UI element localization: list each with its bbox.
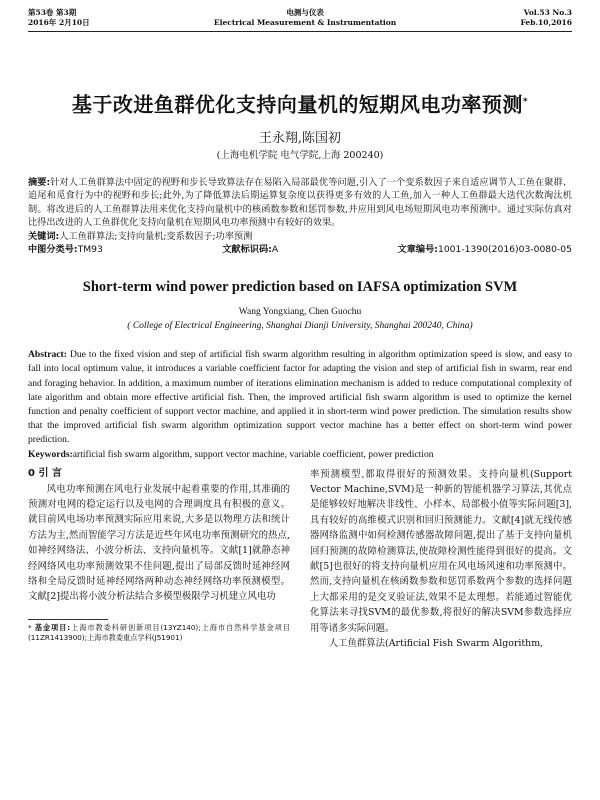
classification-row (28, 243, 572, 256)
abstract-en-text: Due to the fixed vision and step of artificial fish swarm algorithm resulting in algorithm optimization speed is slow, and easy to fall into local optimum value, it introduces a variable coefficient factor for adapting the vision and step of artificial fish in swarm, rear end and foraging behavior. In addition, a maximum number of iterations elimination mechanism is added to reduce computational complexity of late algorithm and obtain more effective artificial fish. Then, the improved artificial fish swarm algorithm is used to optimize the kernel function and penalty coefficient of support vector machine, and applied it in short-term wind power prediction. The simulation results show that the improved artificial fish swarm algorithm optimization support vector machine has a better effect on short-term wind power prediction. (28, 349, 573, 446)
header-date-cn: 2016年 2月10日 (28, 18, 90, 27)
column-right (310, 467, 572, 652)
abstract-cn (28, 176, 572, 230)
title-cn-text: 基于改进鱼群优化支持向量机的短期风电功率预测 (71, 92, 523, 117)
title-cn (28, 90, 572, 117)
running-header (28, 0, 572, 28)
abstract-en (28, 348, 572, 447)
clc-label: 中图分类号: (28, 244, 78, 256)
abstract-cn-text: 针对人工鱼群算法中固定的视野和步长导致算法存在易陷入局部最优等问题,引入了一个变系数因子来自适应调节人工鱼在聚群、追尾和觅食行为中的视野和步长;此外,为了降低算法后期运算复杂度以获得更多有效的人工鱼,加入一种人工鱼群最大迭代次数淘汰机制。将改进后的人工鱼群算法用来优化支持向量机中的核函数参数和惩罚参数,并应用到风电场短期风电功率预测中。通过实际仿真对比得出改进的人工鱼群优化支持向量机在短期风电功率预测中有较好的效果。 (28, 176, 572, 229)
authors-en: Wang Yongxiang, Chen Guochu (238, 307, 362, 318)
authors-cn: 王永翔,陈国初 (258, 130, 342, 146)
abstract-cn-label: 摘要: (28, 176, 51, 188)
article-value: 1001-1390(2016)03-0080-05 (437, 244, 572, 256)
article-number (398, 243, 572, 256)
affiliation-en: ( College of Electrical Engineering, Shanghai Dianji University, Shanghai 200240, China) (127, 321, 473, 332)
intro-paragraph-1-cont: 率预测模型,都取得很好的预测效果。支持向量机(Support Vector Machine,SVM)是一种新的智能机器学习算法,其优点是能够较好地解决非线性、小样本、局部极小值等实际问题[3],具有较好的高维模式识别和回归预测能力。文献[4]就无线传感器网络监测中如何检测传感器故障问题,提出了基于支持向量机回归预测的故障检测算法,使故障检测性能得到很好的提高。文献[5]也很好的将支持向量机应用在风电场风速和功率预测中。然而,支持向量机在核函数参数和惩罚系数两个参数的选择问题上大都采用的是交叉验证法,效果不是太理想。若能通过智能优化算法来寻找SVM的最优参数,将很好的解决SVM参数选择应用等诸多实际问题。 (310, 468, 572, 634)
doc-code (222, 243, 278, 256)
intro-paragraph-2: 人工鱼群算法(Artificial Fish Swarm Algorithm, (328, 638, 544, 650)
keywords-en-text: artificial fish swarm algorithm, support vector machine, variable coefficient, power prediction (72, 448, 434, 460)
header-date-en: Feb.10,2016 (520, 18, 572, 27)
keywords-cn-label: 关键词: (28, 230, 60, 242)
keywords-cn (28, 230, 572, 244)
doc-label: 文献标识码: (222, 244, 272, 256)
header-rule (28, 31, 572, 32)
footnote-mark: * (28, 622, 32, 632)
footnote-text: 上海市教委科研创新项目(13YZ140);上海市自然科学基金项目(11ZR1413900);上海市教委重点学科(J51901) (28, 622, 290, 642)
doc-value: A (271, 244, 279, 256)
abstract-en-label: Abstract: (28, 349, 67, 361)
section-heading-introduction: 0 引 言 (28, 467, 62, 479)
title-footnote-mark: * (522, 97, 529, 107)
journal-name-cn: 电测与仪表 (286, 8, 324, 17)
title-en: Short-term wind power prediction based on IAFSA optimization SVM (82, 279, 518, 296)
clc-number (28, 243, 103, 256)
header-volume: 第53卷 第3期 (28, 8, 77, 17)
header-left (28, 8, 90, 28)
footnote-rule (28, 619, 108, 620)
keywords-cn-text: 人工鱼群算法;支持向量机;变系数因子;功率预测 (59, 230, 253, 242)
affiliation-cn: (上海电机学院 电气学院,上海 200240) (216, 149, 384, 161)
journal-name-en: Electrical Measurement & Instrumentation (213, 18, 397, 27)
header-center (214, 8, 396, 28)
intro-paragraph-1: 风电功率预测在风电行业发展中起着重要的作用,其准确的预测对电网的稳定运行以及电网的合理调度具有积极的意义。就目前风电场功率预测实际应用来说,大多是以物理方法和统计方法为主,然而智能学习方法是近些年风电功率预测研究的热点,如神经网络法、小波分析法、支持向量机等。文献[1]就静态神经网络风电功率预测效果不佳问题,提出了局部反馈时延神经网络和全局反馈时延神经网络两种动态神经网络功率预测模型。文献[2]提出将小波分析法结合多模型极限学习机建立风电功 (28, 483, 290, 603)
clc-value: TM93 (77, 244, 103, 256)
body-columns (28, 467, 572, 652)
keywords-en-label: Keywords: (28, 448, 73, 460)
footnote-label: 基金项目: (34, 622, 71, 632)
column-left (28, 467, 290, 652)
header-vol-en: Vol.53 No.3 (523, 8, 572, 17)
keywords-en (28, 448, 572, 461)
header-right (521, 8, 572, 28)
footnote-funding (28, 623, 290, 643)
article-label: 文章编号: (397, 244, 438, 256)
